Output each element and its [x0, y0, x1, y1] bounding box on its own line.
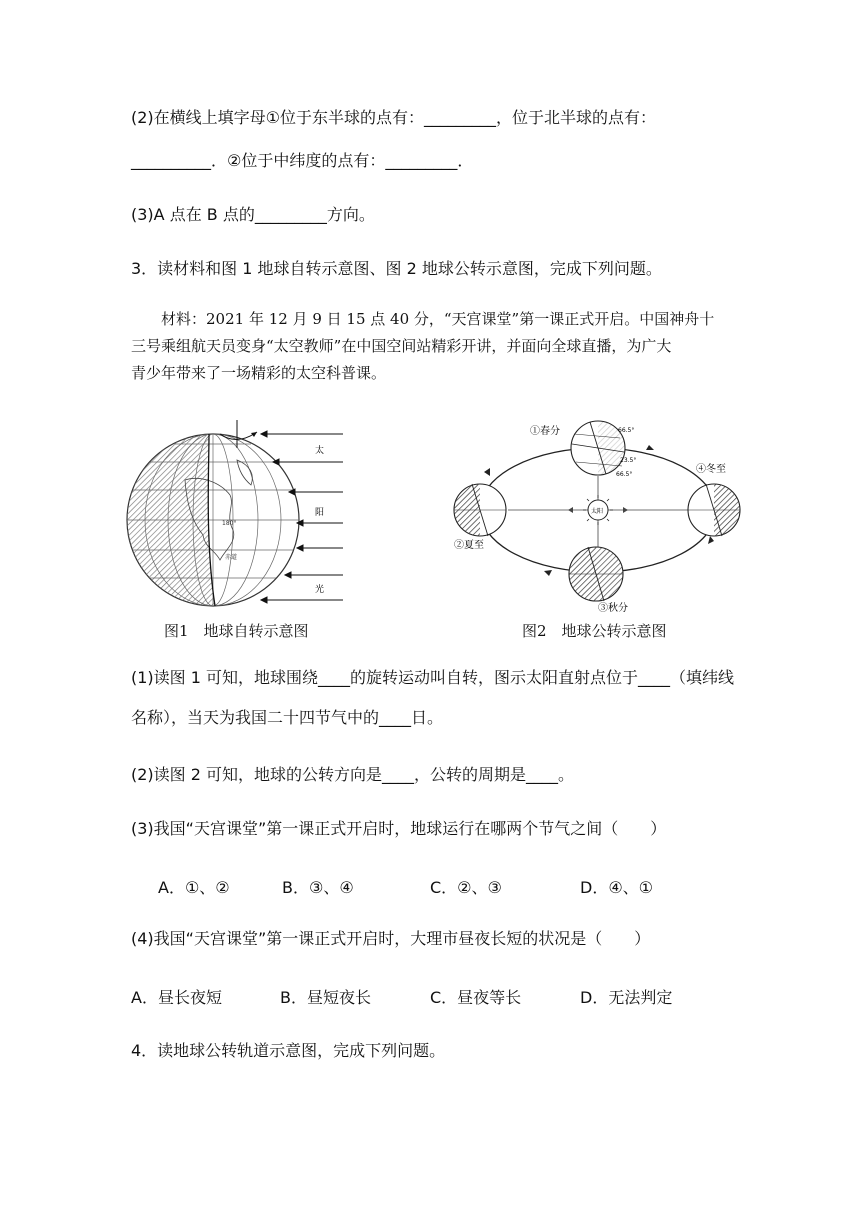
material-line-3: 青少年带来了一场精彩的太空科普课。	[131, 364, 387, 382]
angle-a-label: 66.5°	[618, 427, 635, 434]
angle-b-label: 23.5°	[620, 457, 637, 464]
option-b[interactable]: B．昼短夜长	[280, 988, 371, 1007]
q3-stem: 3．读材料和图 1 地球自转示意图、图 2 地球公转示意图，完成下列问题。	[131, 259, 662, 278]
option-a[interactable]: A．昼长夜短	[131, 988, 222, 1007]
option-b[interactable]: B．③、④	[282, 878, 354, 897]
figure-1-caption: 图1 地球自转示意图	[164, 622, 309, 640]
label-spring: ①春分	[530, 426, 560, 437]
sun-label: 太阳	[591, 508, 604, 515]
lon-label: 180°	[222, 520, 237, 527]
option-c[interactable]: C．昼夜等长	[430, 988, 522, 1007]
earth-summer	[454, 484, 506, 536]
sun-label-3: 光	[315, 585, 325, 595]
q3-sub4: (4)我国“天宫课堂”第一课正式开启时，大理市昼夜长短的状况是（ ）	[131, 929, 651, 948]
option-a[interactable]: A．①、②	[158, 878, 230, 897]
q2-sub3: (3)A 点在 B 点的_________方向。	[131, 205, 375, 224]
equator-label: 赤道	[225, 554, 238, 561]
earth-revolution-diagram	[448, 418, 748, 614]
label-autumn: ③秋分	[598, 603, 628, 614]
figure-2-earth-revolution	[448, 418, 748, 614]
q3-material	[131, 306, 731, 387]
option-d[interactable]: D．无法判定	[580, 988, 673, 1007]
figure-1-earth-rotation	[125, 420, 355, 610]
material-line-2: 三号乘组航天员变身“太空教师”在中国空间站精彩开讲，并面向全球直播，为广大	[131, 337, 672, 355]
earth-rotation-diagram	[125, 420, 355, 610]
label-summer: ②夏至	[454, 540, 484, 551]
q3-sub1-line2: 名称），当天为我国二十四节气中的____日。	[131, 708, 444, 727]
earth-winter	[688, 484, 740, 536]
q4-stem: 4．读地球公转轨道示意图，完成下列问题。	[131, 1041, 446, 1060]
figure-2-caption: 图2 地球公转示意图	[522, 622, 667, 640]
earth-spring	[571, 421, 625, 475]
q2-sub2-line2: __________．②位于中纬度的点有：_________．	[131, 151, 474, 170]
sun-label-1: 太	[315, 446, 325, 456]
q3-sub2: (2)读图 2 可知，地球的公转方向是____，公转的周期是____。	[131, 765, 575, 784]
sun-label-2: 阳	[315, 508, 325, 518]
q3-sub3: (3)我国“天宫课堂”第一课正式开启时，地球运行在哪两个节气之间（ ）	[131, 819, 667, 838]
material-line-1: 材料：2021 年 12 月 9 日 15 点 40 分，“天宫课堂”第一课正式开启。中国神舟十	[161, 310, 715, 328]
option-d[interactable]: D．④、①	[580, 878, 654, 897]
option-c[interactable]: C．②、③	[430, 878, 502, 897]
q2-sub2-line1: (2)在横线上填字母①位于东半球的点有：_________，位于北半球的点有：	[131, 108, 657, 127]
label-winter: ④冬至	[696, 464, 726, 475]
earth-autumn	[569, 547, 623, 601]
angle-a-label-2: 66.5°	[616, 471, 633, 478]
q3-sub1-line1: (1)读图 1 可知，地球围绕____的旋转运动叫自转，图示太阳直射点位于____（填纬线	[131, 668, 735, 687]
